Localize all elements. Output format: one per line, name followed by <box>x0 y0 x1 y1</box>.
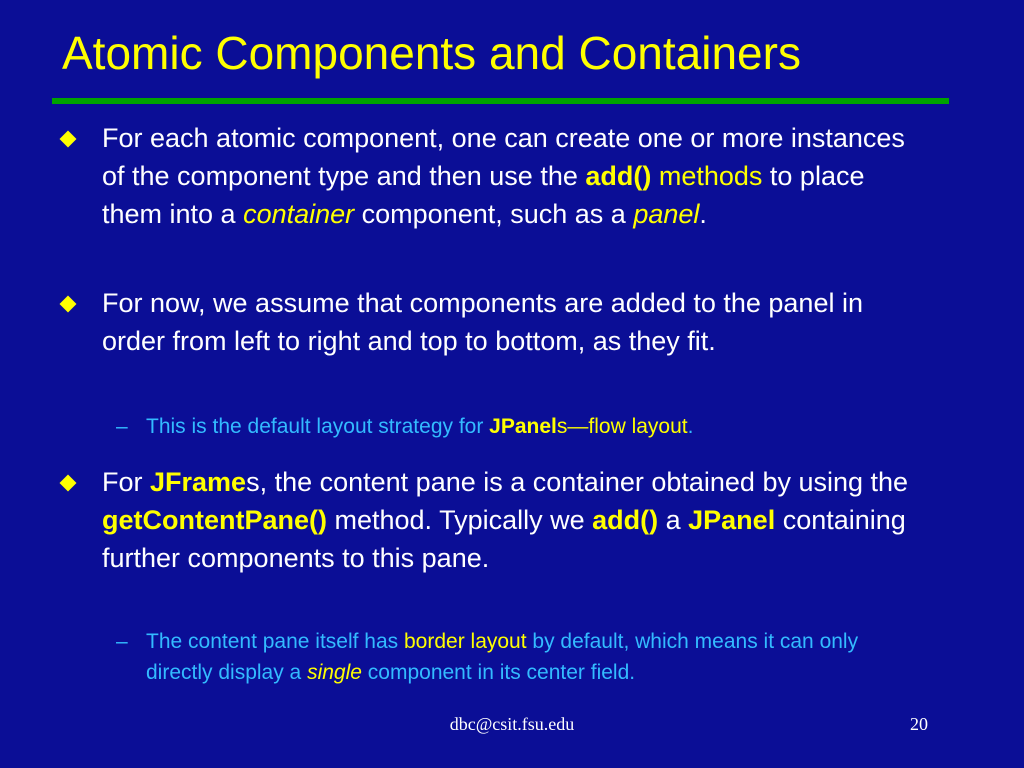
term-container: container <box>243 199 355 229</box>
bullet-text <box>102 119 922 233</box>
text-run: . <box>687 415 694 438</box>
term-border-layout: border layout <box>404 630 527 653</box>
text-run: For <box>102 467 151 497</box>
diamond-bullet-icon <box>60 131 77 148</box>
text-run: This is the default layout strategy for <box>146 415 490 438</box>
diamond-bullet-icon <box>60 475 77 492</box>
diamond-bullet-icon <box>60 296 77 313</box>
dash-bullet-icon: – <box>116 630 128 653</box>
bullet-item-2 <box>62 284 922 360</box>
text-run: For each atomic component, one can create one or more instances of the component type and then use the <box>102 123 905 191</box>
code-jpanel: JPanel <box>688 505 776 535</box>
text-run: . <box>699 199 707 229</box>
code-add: add() <box>592 505 659 535</box>
slide-title: Atomic Components and Containers <box>62 27 801 79</box>
text-run: containing further components to this pane. <box>102 505 906 573</box>
bullet-text: For now, we assume that components are added to the panel in order from left to right and top to bottom, as they fit. <box>102 288 863 356</box>
text-run: component, such as a <box>354 199 634 229</box>
sub-text <box>146 626 896 688</box>
footer-email: dbc@csit.fsu.edu <box>449 714 575 734</box>
term-single: single <box>307 661 362 684</box>
text-methods: methods <box>651 161 763 191</box>
sub-item-2 <box>116 626 896 688</box>
text-run: by default, which means it can only directly display a <box>146 630 859 684</box>
text-run: a <box>658 505 689 535</box>
text-run: method. Typically we <box>327 505 593 535</box>
text-flow-layout: s—flow layout <box>556 415 688 438</box>
code-add: add() <box>585 161 652 191</box>
bullet-item-3 <box>62 463 922 577</box>
text-run: The content pane itself has <box>146 630 404 653</box>
sub-item-1 <box>116 411 896 442</box>
text-run: s, the content pane is a container obtained by using the <box>246 467 909 497</box>
bullet-item-1 <box>62 119 922 233</box>
text-run: to place them into a <box>102 161 865 229</box>
page-number: 20 <box>910 714 928 734</box>
sub-text <box>146 411 896 442</box>
code-jframe: JFrame <box>150 467 247 497</box>
title-divider <box>52 98 949 104</box>
code-jpanel: JPanel <box>489 415 557 438</box>
dash-bullet-icon: – <box>116 415 128 438</box>
term-panel: panel <box>633 199 700 229</box>
bullet-text <box>102 463 922 577</box>
code-getcontentpane: getContentPane() <box>102 505 327 535</box>
text-run: component in its center field. <box>361 661 636 684</box>
